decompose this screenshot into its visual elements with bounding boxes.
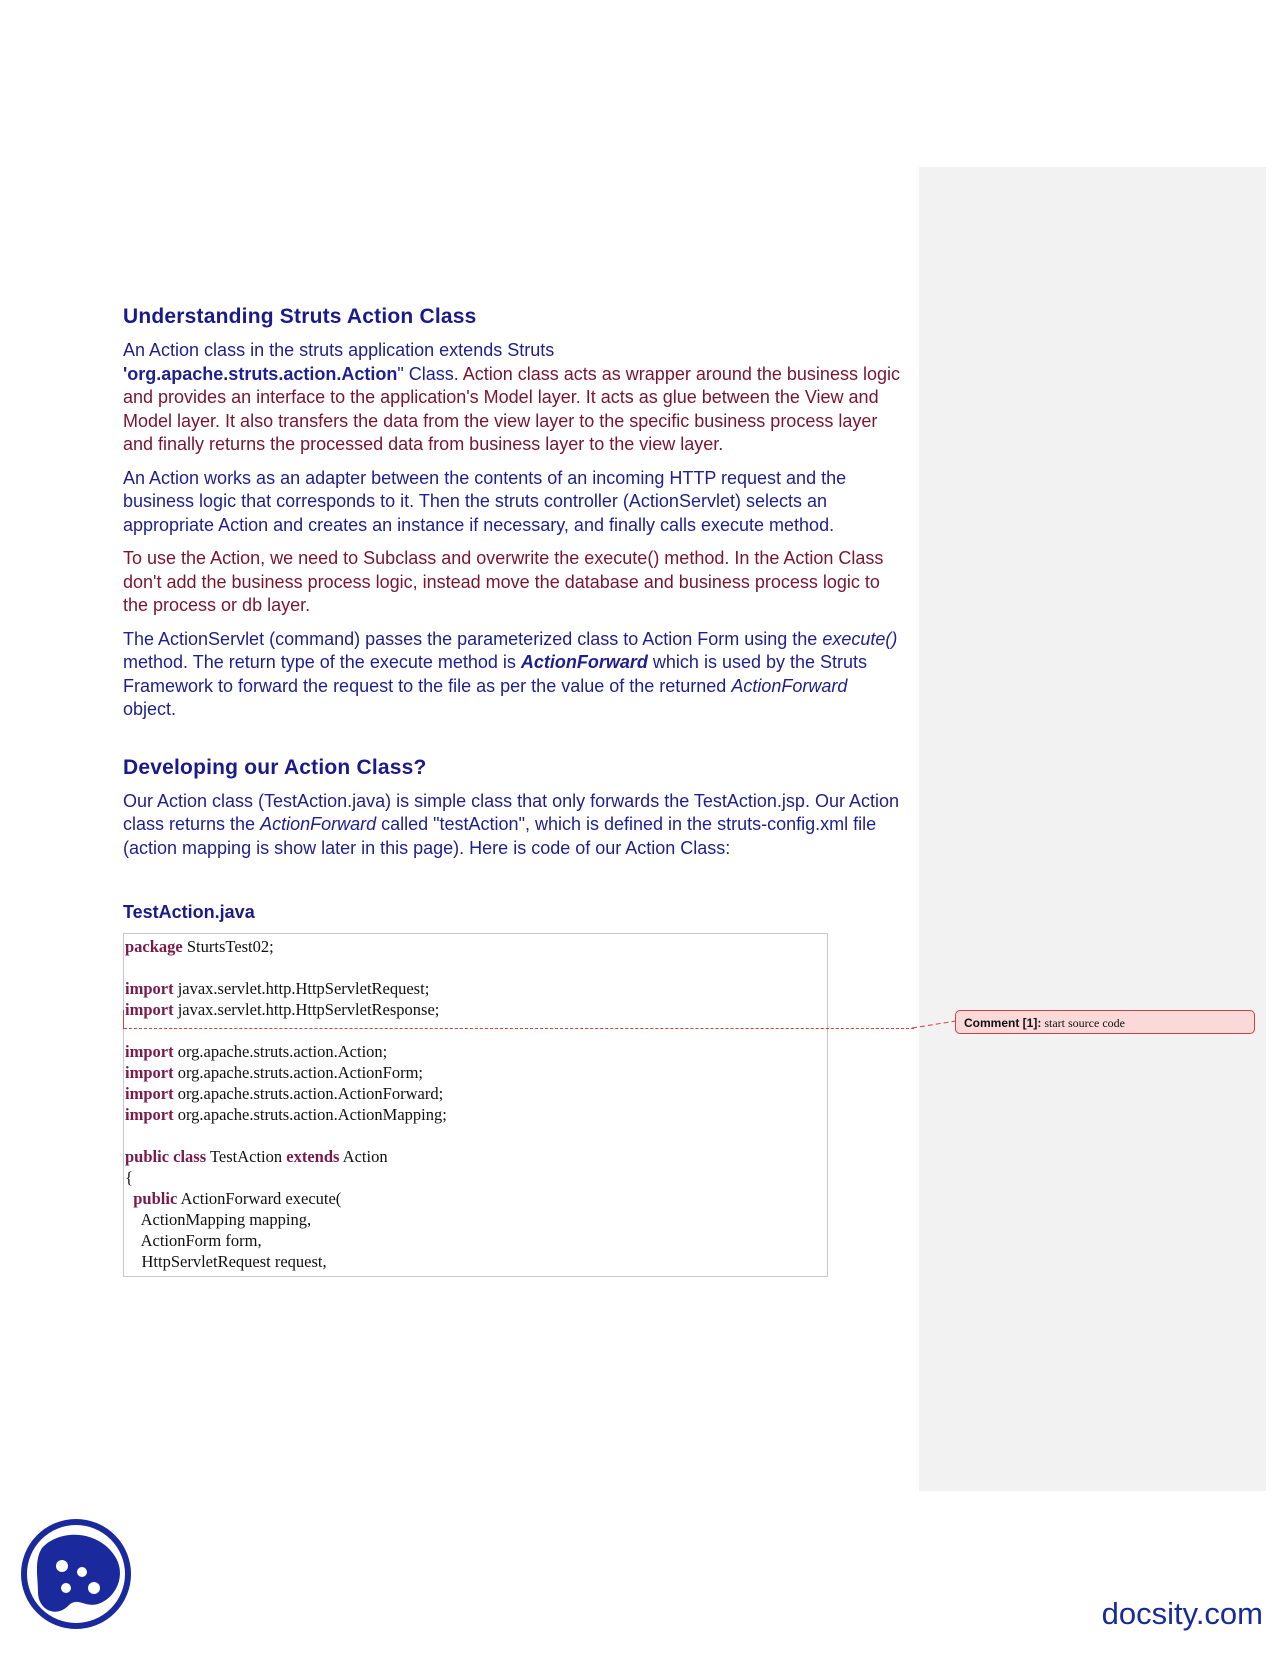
code-text: ActionMapping mapping, [125, 1210, 312, 1229]
code-keyword: import [125, 1084, 174, 1103]
code-line [125, 1104, 827, 1125]
code-text: org.apache.struts.action.ActionForward; [173, 1084, 444, 1103]
section-title-understanding: Understanding Struts Action Class [123, 305, 477, 328]
code-line [125, 1041, 827, 1062]
paragraph-adapter: An Action works as an adapter between the contents of an incoming HTTP request and the business logic that corresponds to it. Then the struts controller (ActionServlet) selects an appropriate Action and creates an instance if necessary, and finally calls execute method. [123, 467, 847, 535]
code-block [123, 933, 828, 1277]
code-text: HttpServletRequest request, [125, 1252, 327, 1271]
code-keyword: public [133, 1189, 178, 1208]
document-body [123, 305, 903, 1277]
code-line [125, 957, 827, 978]
code-text: TestAction [206, 1147, 287, 1166]
code-keyword: import [125, 1000, 174, 1019]
p4-execute: execute() [822, 628, 898, 649]
code-filename: TestAction.java [123, 902, 255, 922]
p4-c: method. The return type of the execute method is [123, 652, 521, 672]
dev-a: Our Action class (TestAction.java) is simple class that only forwards the TestAction.jsp. Our Action class returns the [123, 790, 899, 834]
code-line [125, 1083, 827, 1104]
section-title-developing: Developing our Action Class? [123, 755, 427, 779]
code-keyword: public class [125, 1147, 207, 1166]
code-indent [125, 1189, 133, 1208]
paragraph-developing [123, 790, 903, 861]
comment-connector [124, 1028, 914, 1029]
code-line [125, 1188, 827, 1209]
paragraph-actionservlet [123, 628, 903, 722]
p4-actionforward-italic: ActionForward [731, 675, 848, 696]
p4-a: The ActionServlet (command) passes the parameterized class to Action Form using the [123, 628, 823, 649]
code-line [125, 978, 827, 999]
code-line [125, 1062, 827, 1083]
code-text: org.apache.struts.action.ActionForm; [173, 1063, 424, 1082]
code-line [125, 999, 827, 1020]
code-text: org.apache.struts.action.Action; [173, 1042, 388, 1061]
code-text: Action [339, 1147, 388, 1166]
code-text: SturtsTest02; [182, 937, 274, 956]
comment-connector-diagonal [912, 1019, 956, 1029]
code-keyword: package [125, 937, 183, 956]
paragraph-intro [123, 339, 903, 457]
code-keyword: import [125, 1105, 174, 1124]
code-keyword: import [125, 979, 174, 998]
docsity-brand[interactable]: docsity.com [1101, 1596, 1263, 1631]
code-line [125, 936, 827, 957]
code-line [125, 1125, 827, 1146]
intro-class-name: 'org.apache.struts.action.Action [123, 363, 398, 384]
docsity-logo-icon [20, 1518, 132, 1630]
code-text: { [125, 1168, 133, 1187]
code-keyword: import [125, 1063, 174, 1082]
comment-pane [919, 167, 1266, 1491]
dev-actionforward: ActionForward [260, 814, 377, 834]
code-line [125, 1230, 827, 1251]
code-keyword: extends [286, 1147, 340, 1166]
code-line [125, 1167, 827, 1188]
code-text: javax.servlet.http.HttpServletResponse; [173, 1000, 440, 1019]
comment-text: start source code [1041, 1016, 1125, 1030]
code-text: org.apache.struts.action.ActionMapping; [173, 1105, 447, 1124]
code-line [125, 1251, 827, 1272]
code-text: ActionForward execute( [177, 1189, 342, 1208]
code-text: javax.servlet.http.HttpServletRequest; [173, 979, 430, 998]
paragraph-usage: To use the Action, we need to Subclass and overwrite the execute() method. In the Action Class don't add the business process logic, instead move the database and business process logic to the process or db layer. [123, 548, 884, 615]
code-line [125, 1020, 827, 1041]
p4-e: which is used by the Struts Framework to forward the request to the file as per the value of the returned [123, 652, 868, 696]
comment-label: Comment [1]: [964, 1016, 1042, 1030]
intro-line1: An Action class in the struts application extends Struts [123, 340, 555, 360]
code-line [125, 1209, 827, 1230]
intro-class-suffix: " Class. [397, 363, 459, 384]
comment-anchor [123, 1010, 124, 1029]
comment-balloon[interactable] [955, 1010, 1255, 1034]
p4-actionforward-bold: ActionForward [520, 652, 648, 672]
p4-g: object. [123, 699, 177, 719]
dev-c: called "testAction", which is defined in the struts-config.xml file (action mapping is show later in this page). Here is code of our Action Class: [123, 814, 877, 858]
code-keyword: import [125, 1042, 174, 1061]
intro-rest: Action class acts as wrapper around the business logic and provides an interface to the application's Model layer. It acts as glue between the View and Model layer. It also transfers the data from the view layer to the specific business process layer and finally returns the processed data from business layer to the view layer. [123, 363, 900, 454]
code-text: ActionForm form, [125, 1231, 262, 1250]
code-line [125, 1146, 827, 1167]
